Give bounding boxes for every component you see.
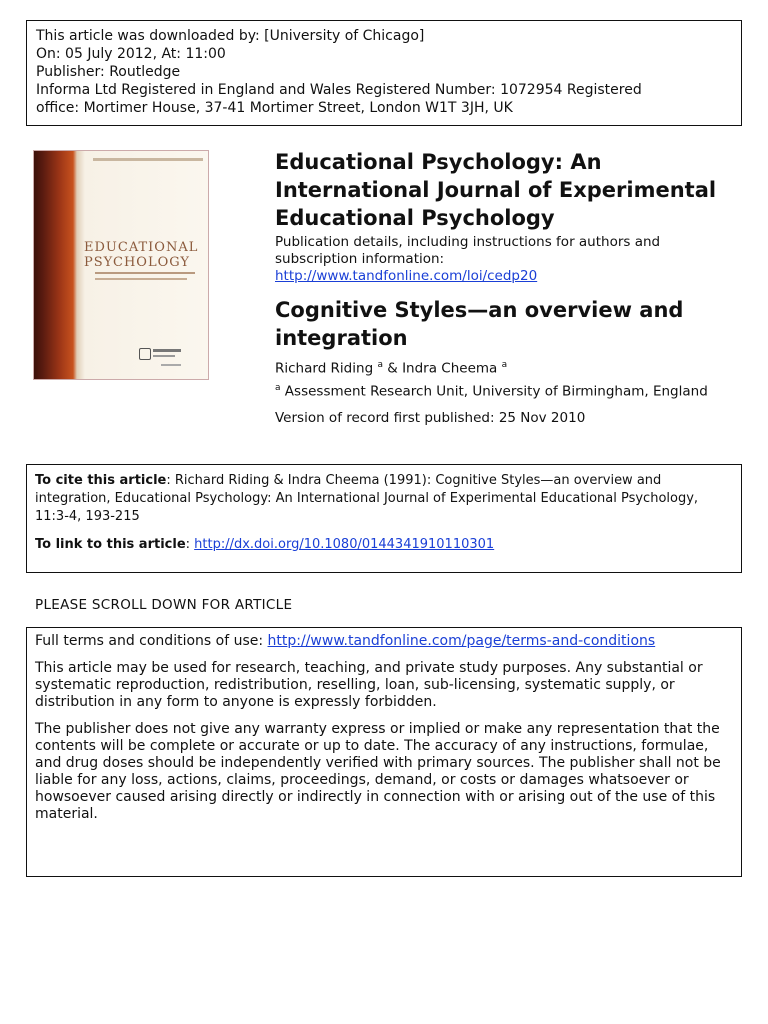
cover-footer-bar — [161, 364, 181, 366]
cover-title-line2: PSYCHOLOGY — [84, 255, 190, 270]
affiliation-mark: a — [377, 360, 383, 370]
cover-logo-text-bar — [153, 349, 181, 352]
cite-label: To cite this article — [35, 473, 167, 488]
terms-link[interactable]: http://www.tandfonline.com/page/terms-and-conditions — [267, 633, 656, 649]
doi-link[interactable]: http://dx.doi.org/10.1080/0144341910110301 — [194, 537, 495, 552]
author-name: & Indra Cheema — [382, 360, 498, 377]
article-link-line — [35, 536, 733, 554]
terms-paragraph-usage: This article may be used for research, teaching, and private study purposes. Any substantial or systematic reproduction, redistribution, reselling, loan, sub-licensing, systematic supply, or distribution in any form to anyone is expressly forbidden. — [35, 660, 703, 710]
author-name: Richard Riding — [275, 360, 374, 377]
office-line: office: Mortimer House, 37-41 Mortimer Street, London W1T 3JH, UK — [36, 100, 513, 116]
cover-header-strip — [93, 158, 203, 161]
publication-details-text: Publication details, including instructions for authors and subscription information: — [275, 234, 661, 267]
registration-line: Informa Ltd Registered in England and Wales Registered Number: 1072954 Registered — [36, 82, 642, 98]
download-date-line: On: 05 July 2012, At: 11:00 — [36, 46, 226, 62]
journal-title: Educational Psychology: An International Journal of Experimental Educational Psychology — [275, 150, 717, 230]
affiliation-mark: a — [501, 360, 508, 370]
routledge-logo-icon — [139, 348, 151, 360]
terms-box — [26, 627, 742, 877]
affiliation — [275, 379, 708, 401]
cover-subtitle-bar — [95, 272, 195, 274]
affiliation-text: Assessment Research Unit, University of Birmingham, England — [280, 383, 708, 400]
citation-text-block — [35, 472, 733, 526]
citation-text: : Richard Riding & Indra Cheema (1991): Cognitive Styles—an overview and integration, Educational Psychology: An International Journal of Experimental Educational Psychology, 11:3-4, 193-215 — [35, 473, 699, 524]
terms-intro-paragraph — [35, 633, 733, 650]
journal-link[interactable]: http://www.tandfonline.com/loi/cedp20 — [275, 268, 538, 284]
journal-cover-image — [33, 150, 209, 380]
scroll-down-notice: PLEASE SCROLL DOWN FOR ARTICLE — [35, 597, 293, 613]
cover-subtitle-bar — [95, 278, 187, 280]
publisher-line: Publisher: Routledge — [36, 64, 181, 80]
article-title: Cognitive Styles—an overview and integration — [275, 298, 684, 350]
link-label: To link to this article — [35, 537, 186, 552]
affiliation-mark: a — [275, 383, 281, 393]
download-info-box — [26, 20, 742, 126]
link-separator: : — [185, 537, 195, 552]
authors — [275, 356, 507, 378]
cover-logo-text-bar — [153, 355, 175, 357]
terms-intro-text: Full terms and conditions of use: — [35, 633, 268, 649]
cover-title-line1: EDUCATIONAL — [84, 240, 199, 255]
citation-box — [26, 464, 742, 573]
version-of-record: Version of record first published: 25 Nov 2010 — [275, 410, 586, 426]
download-line: This article was downloaded by: [University of Chicago] — [36, 28, 425, 44]
terms-paragraph-warranty: The publisher does not give any warranty express or implied or make any representation that the contents will be complete or accurate or up to date. The accuracy of any instructions, formulae, and drug doses should be independently verified with primary sources. The publisher shall not be liable for any loss, actions, claims, proceedings, demand, or costs or damages whatsoever or howsoever caused arising directly or indirectly in connection with or arising out of the use of this material. — [35, 721, 721, 822]
publication-details — [275, 234, 735, 285]
